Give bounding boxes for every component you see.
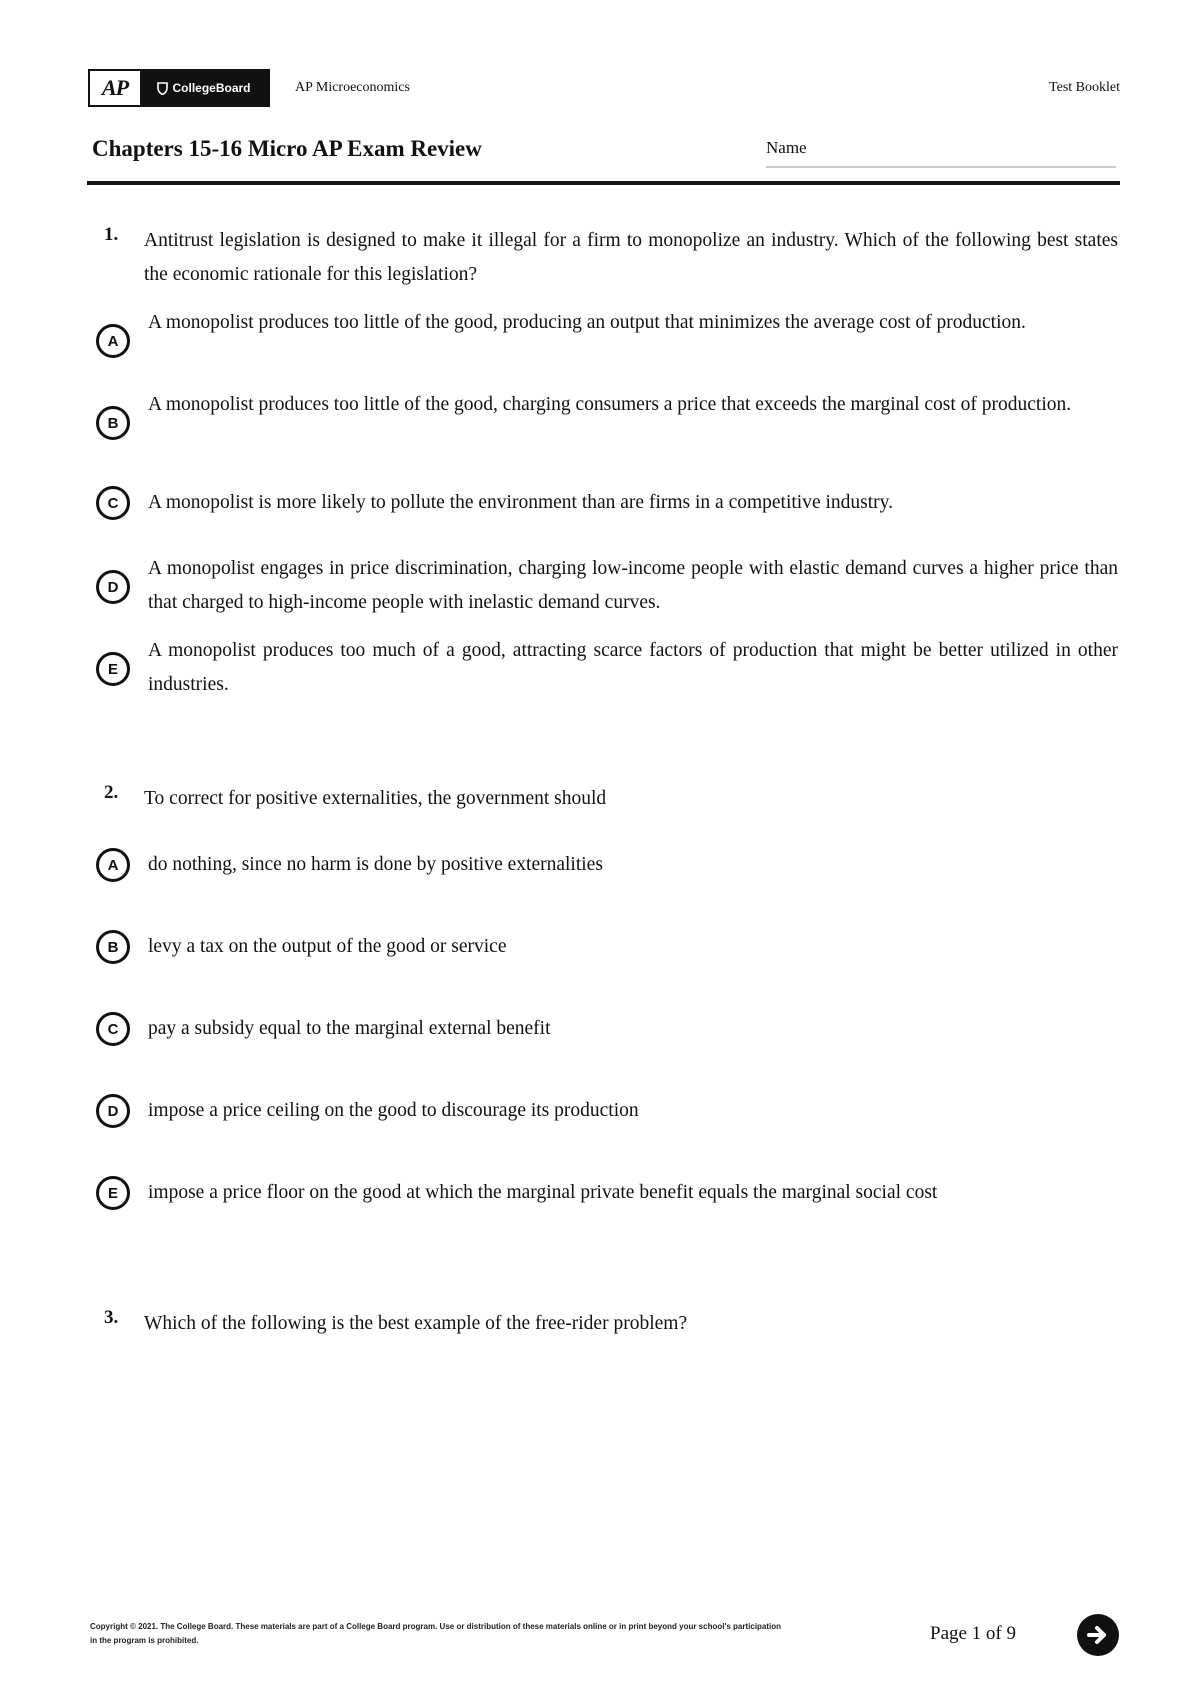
question-text: Antitrust legislation is designed to make it illegal for a firm to monopolize an industry. Which of the following best states the economic rationale for this legislation? — [144, 230, 1118, 285]
college-board-wordmark — [140, 71, 268, 105]
question-text: To correct for positive externalities, the government should — [144, 788, 607, 809]
option-text: A monopolist engages in price discrimination, charging low-income people with elastic demand curves a higher price than that charged to high-income people with inelastic demand curves. — [148, 558, 1118, 613]
answer-bubble-e[interactable]: E — [96, 1176, 130, 1210]
answer-bubble-b[interactable]: B — [96, 930, 130, 964]
option-text: impose a price floor on the good at which the marginal private benefit equals the marginal social cost — [148, 1182, 938, 1203]
answer-bubble-c[interactable]: C — [96, 1012, 130, 1046]
page-title: Chapters 15-16 Micro AP Exam Review — [92, 136, 482, 161]
answer-bubble-b[interactable]: B — [96, 406, 130, 440]
question-text: Which of the following is the best example of the free-rider problem? — [144, 1313, 688, 1334]
option-text: do nothing, since no harm is done by positive externalities — [148, 854, 603, 875]
answer-bubble-e[interactable]: E — [96, 652, 130, 686]
next-page-button[interactable] — [1077, 1614, 1119, 1656]
name-label: Name — [766, 138, 807, 157]
header-divider — [87, 181, 1120, 185]
booklet-label: Test Booklet — [1049, 80, 1120, 95]
answer-bubble-d[interactable]: D — [96, 1094, 130, 1128]
question-number: 1. — [104, 224, 119, 245]
option-text: pay a subsidy equal to the marginal external benefit — [148, 1018, 551, 1039]
shield-icon — [157, 82, 168, 95]
option-text: levy a tax on the output of the good or service — [148, 936, 507, 957]
question-number: 3. — [104, 1307, 119, 1328]
course-name: AP Microeconomics — [295, 80, 410, 95]
copyright-notice: Copyright © 2021. The College Board. These materials are part of a College Board program. Use or distribution of these materials online or in print beyond your school's participation in the program is prohibited. — [90, 1622, 782, 1645]
option-text: A monopolist is more likely to pollute the environment than are firms in a competitive industry. — [148, 492, 894, 513]
ap-logo-text: AP — [90, 71, 140, 105]
name-field-line[interactable] — [766, 166, 1116, 168]
option-text: A monopolist produces too little of the good, producing an output that minimizes the average cost of production. — [148, 312, 1026, 333]
ap-college-board-logo — [88, 69, 270, 107]
answer-bubble-d[interactable]: D — [96, 570, 130, 604]
page-number: Page 1 of 9 — [930, 1623, 1017, 1644]
option-text: A monopolist produces too little of the good, charging consumers a price that exceeds the marginal cost of production. — [148, 394, 1072, 415]
answer-bubble-c[interactable]: C — [96, 486, 130, 520]
college-board-logo-text: CollegeBoard — [172, 81, 251, 95]
question-number: 2. — [104, 782, 119, 803]
answer-bubble-a[interactable]: A — [96, 324, 130, 358]
arrow-right-circle-icon — [1084, 1621, 1112, 1649]
option-text: A monopolist produces too much of a good, attracting scarce factors of production that might be better utilized in other industries. — [148, 640, 1118, 695]
answer-bubble-a[interactable]: A — [96, 848, 130, 882]
option-text: impose a price ceiling on the good to discourage its production — [148, 1100, 639, 1121]
